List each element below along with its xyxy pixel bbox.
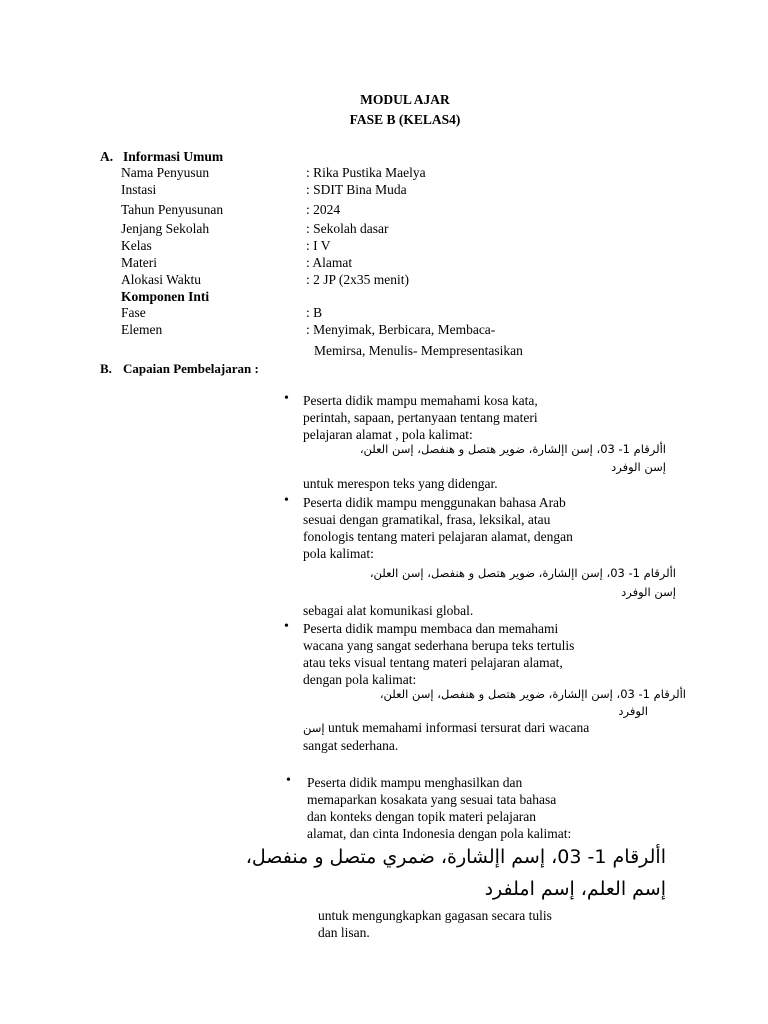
bullet-4-arabic: األرقام 1- 03، إسم اإلشارة، ضمري متصل و منفصل، xyxy=(245,846,666,868)
info-label: Materi xyxy=(121,255,157,270)
info-value: : Alamat xyxy=(306,255,353,270)
bullet-2-arabic-cont: إسن الوفرد xyxy=(621,585,676,599)
bullet-4-after-cont: dan lisan. xyxy=(318,925,370,940)
bullet-2-after: sebagai alat komunikasi global. xyxy=(303,603,474,618)
info-label: Instasi xyxy=(121,182,157,197)
info-value: : I V xyxy=(306,238,331,253)
bullet-3-arabic: األرقام 1- 03، إسن اإلشارة، ضوير هتصل و هنفصل، إسن العلن، xyxy=(379,687,686,701)
info-value: : Menyimak, Berbicara, Membaca- xyxy=(306,322,496,337)
info-label: Jenjang Sekolah xyxy=(121,221,210,236)
section-b-marker: B. xyxy=(100,361,112,376)
info-value: : Sekolah dasar xyxy=(306,221,389,236)
bullet-icon: • xyxy=(284,619,289,634)
bullet-1-arabic-cont: إسن الوفرد xyxy=(611,460,666,474)
bullet-1-arabic: األرقام 1- 03، إسن اإلشارة، ضوير هتصل و هنفصل، إسن العلن، xyxy=(359,442,666,456)
info-label: Nama Penyusun xyxy=(121,165,210,180)
bullet-icon: • xyxy=(284,391,289,406)
bullet-3-after: إسن untuk memahami informasi tersurat dari wacana xyxy=(303,720,590,735)
info-value: : 2 JP (2x35 menit) xyxy=(306,272,409,287)
section-a-marker: A. xyxy=(100,149,114,164)
bullet-4-arabic-cont: إسم العلم، إسم املفرد xyxy=(484,878,666,900)
info-value: : 2024 xyxy=(306,202,341,217)
info-label: Kelas xyxy=(121,238,152,253)
komponen-inti-heading: Komponen Inti xyxy=(121,289,210,304)
elemen-continuation: Memirsa, Menulis- Mempresentasikan xyxy=(314,343,523,358)
info-value: : B xyxy=(306,305,323,320)
bullet-3-after-cont: sangat sederhana. xyxy=(303,738,399,753)
bullet-1-after: untuk merespon teks yang didengar. xyxy=(303,476,498,491)
info-value: : SDIT Bina Muda xyxy=(306,182,407,197)
document-title: MODUL AJAR xyxy=(360,92,450,107)
bullet-4-after: untuk mengungkapkan gagasan secara tulis xyxy=(318,908,552,923)
info-label: Elemen xyxy=(121,322,163,337)
bullet-icon: • xyxy=(284,493,289,508)
bullet-icon: • xyxy=(286,773,291,788)
bullet-2-arabic: األرقام 1- 03، إسن اإلشارة، ضوير هتصل و هنفصل، إسن العلن، xyxy=(369,566,676,580)
section-a-heading: Informasi Umum xyxy=(123,149,224,164)
section-b-heading: Capaian Pembelajaran : xyxy=(123,361,259,376)
info-value: : Rika Pustika Maelya xyxy=(306,165,426,180)
bullet-3-arabic-cont: الوفرد xyxy=(618,704,648,718)
info-label: Alokasi Waktu xyxy=(121,272,202,287)
info-label: Tahun Penyusunan xyxy=(121,202,224,217)
bullet-4-text: Peserta didik mampu menghasilkan dan memaparkan kosakata yang sesuai tata bahasa dan konteks dengan topik materi pelajaran alamat, dan cinta Indonesia dengan pola kalimat: xyxy=(307,775,572,841)
bullet-2-text: Peserta didik mampu menggunakan bahasa Arab sesuai dengan gramatikal, frasa, leksikal, atau fonologis tentang materi pelajaran alamat, dengan pola kalimat: xyxy=(303,495,573,561)
document-subtitle: FASE B (KELAS4) xyxy=(349,112,461,127)
info-label: Fase xyxy=(121,305,146,320)
bullet-1-text: Peserta didik mampu memahami kosa kata, perintah, sapaan, pertanyaan tentang materi pelajaran alamat , pola kalimat: xyxy=(303,393,538,442)
bullet-3-text: Peserta didik mampu membaca dan memahami wacana yang sangat sederhana berupa teks tertulis atau teks visual tentang materi pelajaran alamat, dengan pola kalimat: xyxy=(303,621,575,687)
